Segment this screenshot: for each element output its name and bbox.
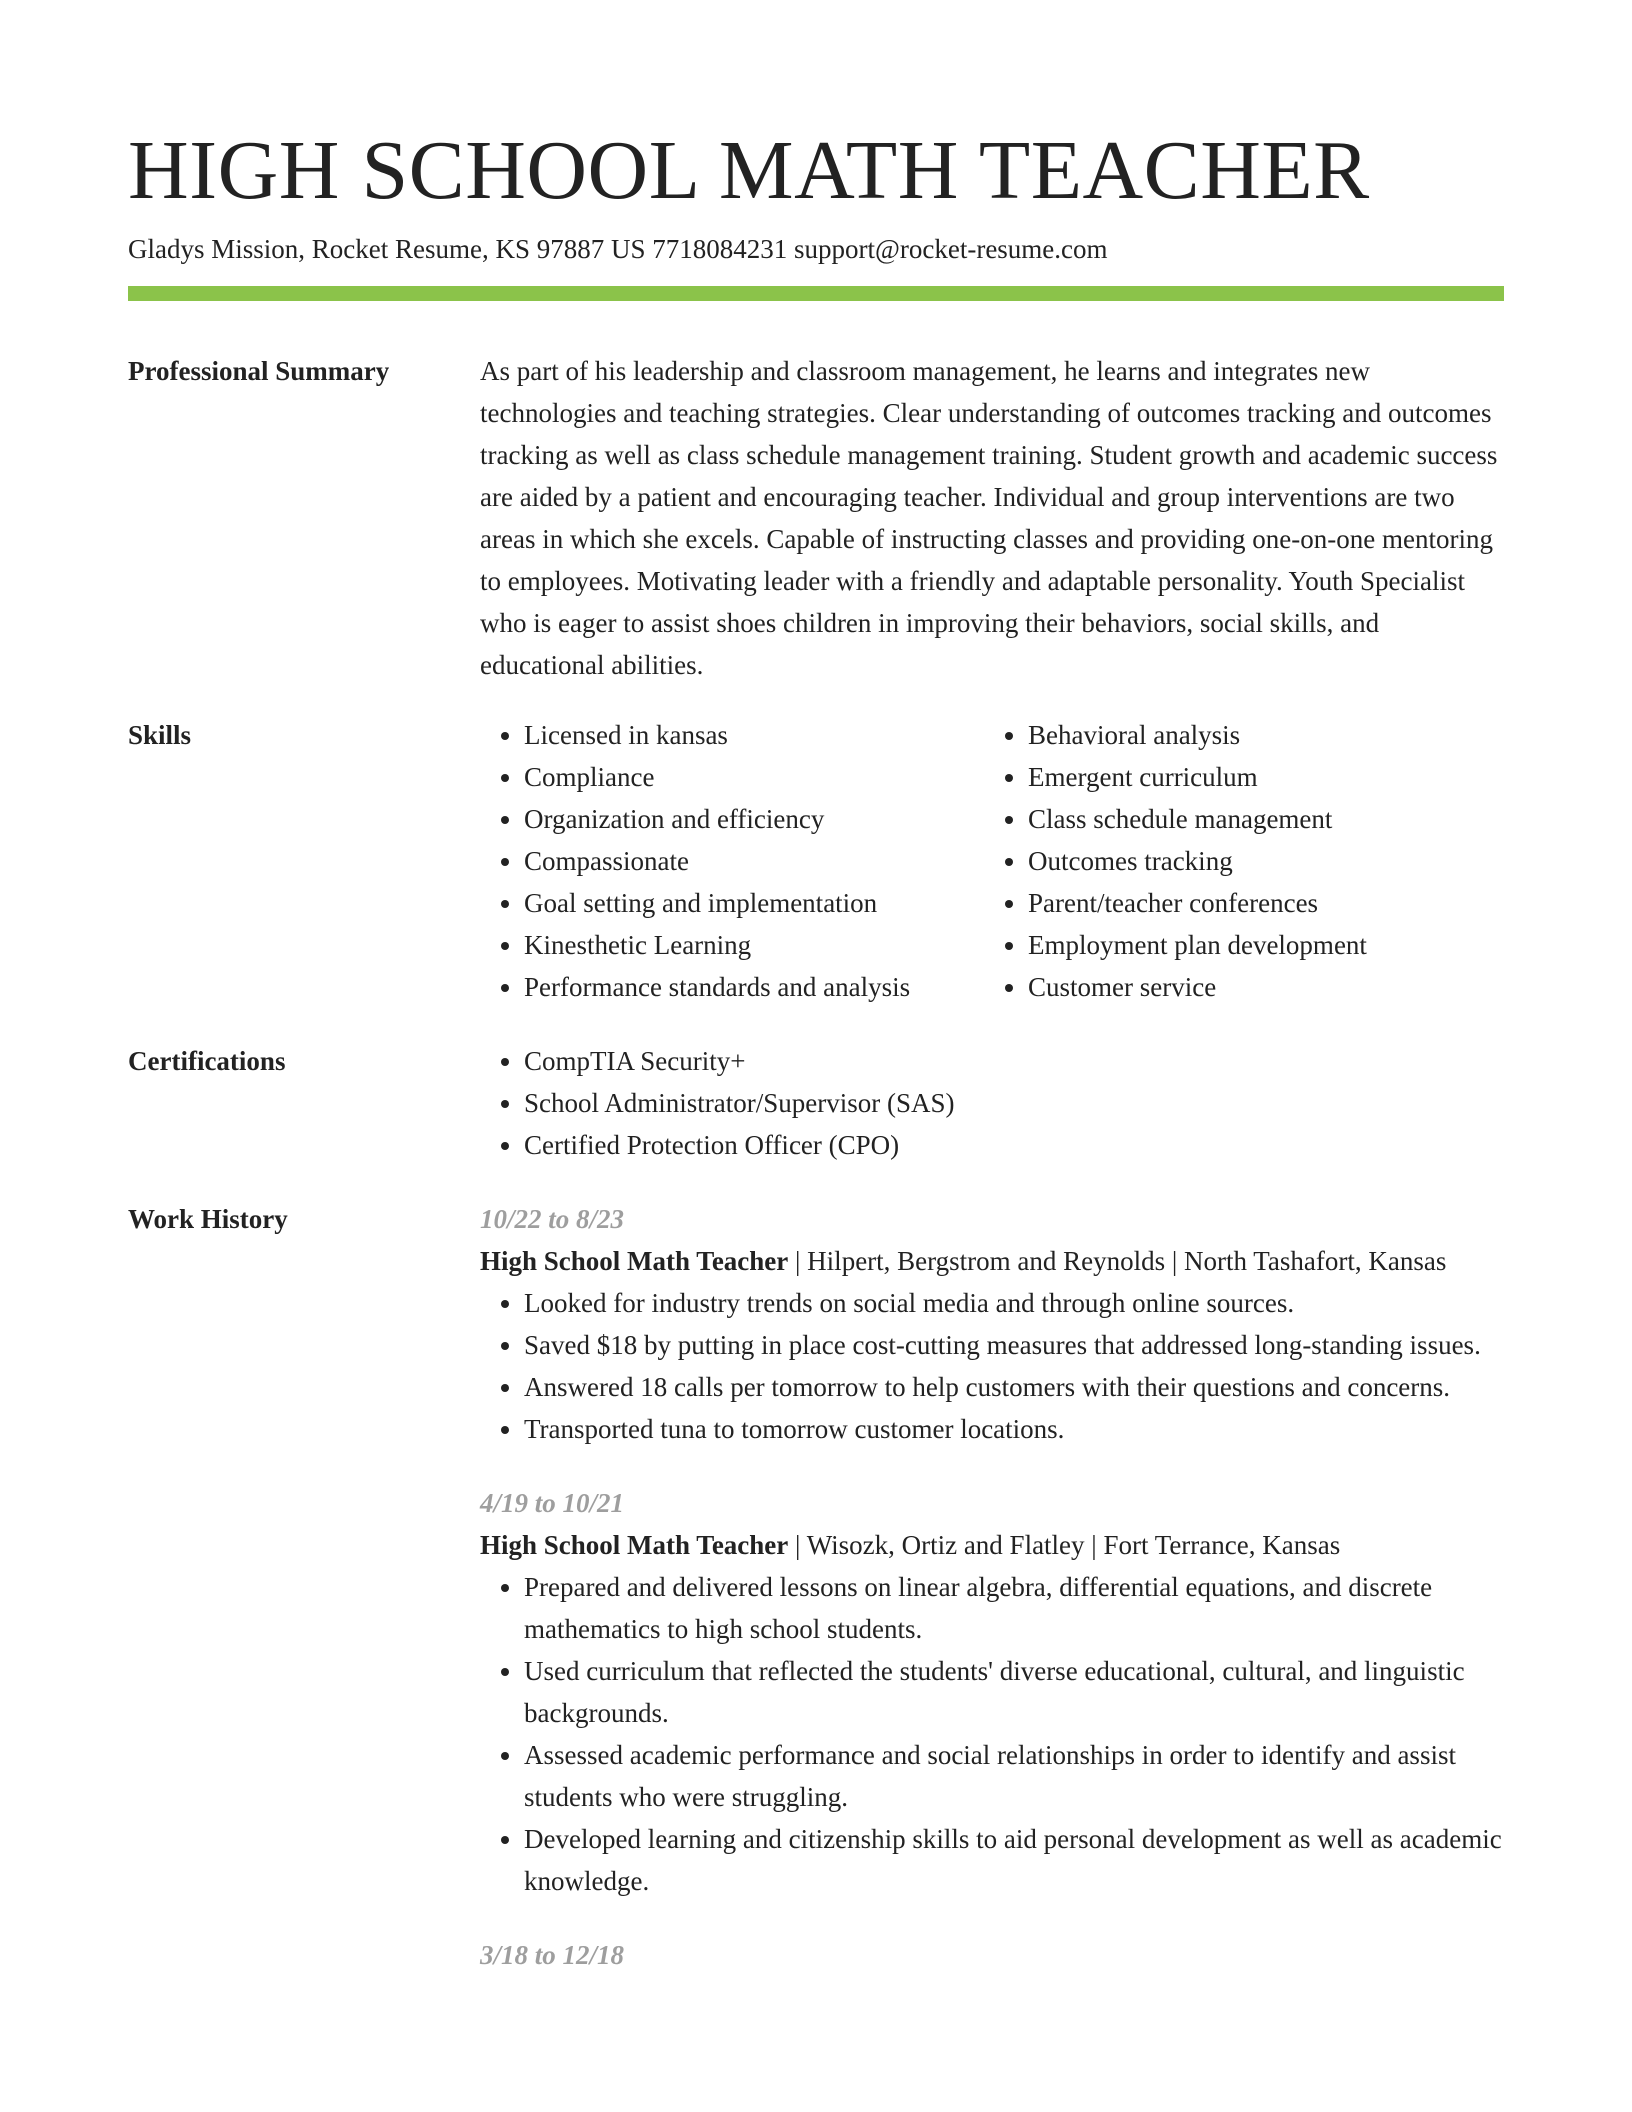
skill-item: • Goal setting and implementation bbox=[524, 882, 984, 924]
skill-item: • Licensed in kansas bbox=[524, 714, 984, 756]
skills-column-left bbox=[480, 714, 984, 1008]
job-heading bbox=[480, 1240, 1504, 1282]
skills-list-left bbox=[480, 714, 984, 1008]
job-entry bbox=[480, 1934, 1504, 1976]
contact-line: Gladys Mission, Rocket Resume, KS 97887 US 7718084231 support@rocket-resume.com bbox=[128, 234, 1108, 264]
skills-heading: Skills bbox=[128, 720, 192, 750]
skill-item: • Behavioral analysis bbox=[1028, 714, 1504, 756]
job-bullet: • Answered 18 calls per tomorrow to help customers with their questions and concerns. bbox=[524, 1366, 1504, 1408]
job-entry bbox=[480, 1482, 1504, 1902]
job-dates: 4/19 to 10/21 bbox=[480, 1488, 625, 1518]
job-bullets bbox=[480, 1566, 1504, 1902]
job-entry bbox=[480, 1198, 1504, 1450]
job-bullet: • Assessed academic performance and social relationships in order to identify and assist students who were struggling. bbox=[524, 1734, 1504, 1818]
header-divider bbox=[128, 286, 1504, 301]
job-dates: 3/18 to 12/18 bbox=[480, 1940, 625, 1970]
skill-item: • Compliance bbox=[524, 756, 984, 798]
job-details: | Wisozk, Ortiz and Flatley | Fort Terrance, Kansas bbox=[788, 1530, 1341, 1560]
skill-item: • Class schedule management bbox=[1028, 798, 1504, 840]
skill-item: • Customer service bbox=[1028, 966, 1504, 1008]
certifications-heading: Certifications bbox=[128, 1046, 286, 1076]
work-history-body bbox=[480, 1198, 1504, 1976]
certification-item: • Certified Protection Officer (CPO) bbox=[524, 1124, 1504, 1166]
summary-body bbox=[480, 350, 1504, 686]
job-bullet: • Developed learning and citizenship skills to aid personal development as well as academic knowledge. bbox=[524, 1818, 1504, 1902]
job-details: | Hilpert, Bergstrom and Reynolds | North Tashafort, Kansas bbox=[788, 1246, 1447, 1276]
job-dates: 10/22 to 8/23 bbox=[480, 1204, 625, 1234]
job-bullet: • Transported tuna to tomorrow customer locations. bbox=[524, 1408, 1504, 1450]
job-bullet: • Looked for industry trends on social media and through online sources. bbox=[524, 1282, 1504, 1324]
skill-item: • Kinesthetic Learning bbox=[524, 924, 984, 966]
skill-item: • Parent/teacher conferences bbox=[1028, 882, 1504, 924]
job-bullet: • Prepared and delivered lessons on linear algebra, differential equations, and discrete mathematics to high school students. bbox=[524, 1566, 1504, 1650]
skill-item: • Outcomes tracking bbox=[1028, 840, 1504, 882]
skills-body bbox=[480, 714, 1504, 1008]
job-title: High School Math Teacher bbox=[480, 1530, 789, 1560]
skill-item: • Performance standards and analysis bbox=[524, 966, 984, 1008]
skills-column-right bbox=[984, 714, 1504, 1008]
job-bullet: • Saved $18 by putting in place cost-cutting measures that addressed long-standing issues. bbox=[524, 1324, 1504, 1366]
certifications-body bbox=[480, 1040, 1504, 1166]
certification-item: • School Administrator/Supervisor (SAS) bbox=[524, 1082, 1504, 1124]
resume-title: HIGH SCHOOL MATH TEACHER bbox=[128, 124, 1370, 217]
skill-item: • Emergent curriculum bbox=[1028, 756, 1504, 798]
certifications-list bbox=[480, 1040, 1504, 1166]
summary-text: As part of his leadership and classroom management, he learns and integrates new technologies and teaching strategies. Clear understanding of outcomes tracking and outcomes tracking as well as class schedule management training. Student growth and academic success are aided by a patient and encouraging teacher. Individual and group interventions are two areas in which she excels. Capable of instructing classes and providing one-on-one mentoring to employees. Motivating leader with a friendly and adaptable personality. Youth Specialist who is eager to assist shoes children in improving their behaviors, social skills, and educational abilities. bbox=[480, 356, 1498, 680]
job-bullet: • Used curriculum that reflected the students' diverse educational, cultural, and linguistic backgrounds. bbox=[524, 1650, 1504, 1734]
skill-item: • Organization and efficiency bbox=[524, 798, 984, 840]
skill-item: • Employment plan development bbox=[1028, 924, 1504, 966]
work-history-heading: Work History bbox=[128, 1204, 288, 1234]
job-bullets bbox=[480, 1282, 1504, 1450]
skill-item: • Compassionate bbox=[524, 840, 984, 882]
summary-heading: Professional Summary bbox=[128, 356, 390, 386]
skills-list-right bbox=[984, 714, 1504, 1008]
job-heading bbox=[480, 1524, 1504, 1566]
job-title: High School Math Teacher bbox=[480, 1246, 789, 1276]
certification-item: • CompTIA Security+ bbox=[524, 1040, 1504, 1082]
